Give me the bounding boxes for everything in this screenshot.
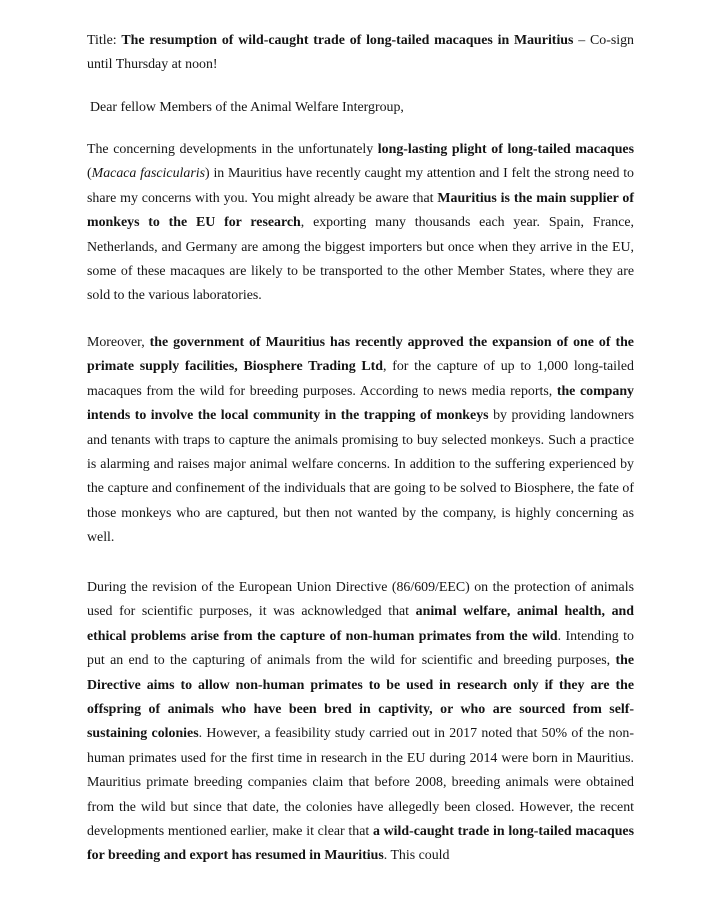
paragraph-3-bold-2: the Directive aims to allow non-human primates to be used in research only if they are the offspring of animals who have been bred in captivity, or who are sourced from self-sustaining colonies [87, 653, 634, 742]
paragraph-2-bold-2: the company intends to involve the local community in the trapping of monkeys [87, 383, 634, 424]
salutation: Dear fellow Members of the Animal Welfare Intergroup, [90, 100, 404, 115]
paragraph-2-text-1: Moreover, [87, 335, 150, 350]
paragraph-1-bold-1: long-lasting plight of long-tailed macaques [377, 142, 634, 157]
paragraph-2-text-2: , for the capture of up to 1,000 long-tailed macaques from the wild for breeding purposes. According to news media reports, [87, 359, 634, 399]
paragraph-1-text-2: ( [87, 166, 92, 182]
paragraph-3-bold-1: animal welfare, animal health, and ethical problems arise from the capture of non-human primates from the wild [87, 604, 634, 644]
paragraph-2 [87, 331, 634, 551]
paragraph-1 [87, 138, 634, 309]
paragraph-1-text-4: , exporting many thousands each year. Spain, France, Netherlands, and Germany are among the biggest importers but once when they arrive in the EU, some of these macaques are likely to be transported to the other Member States, where they are sold to the various laboratories. [87, 215, 634, 304]
paragraph-1-text-1: The concerning developments in the unfortunately [87, 142, 378, 157]
paragraph-1-text-3: ) in Mauritius have recently caught my attention and I felt the strong need to share my concerns with you. You might already be aware that [87, 166, 635, 206]
title-label: Title: [87, 33, 122, 48]
paragraph-2-bold-1: the government of Mauritius has recently approved the expansion of one of the primate supply facilities, Biosphere Trading Ltd [87, 335, 634, 375]
title-suffix: – Co-sign until Thursday at noon! [87, 33, 634, 73]
paragraph-3-text-3: . However, a feasibility study carried out in 2017 noted that 50% of the non-human primates used for the first time in research in the EU during 2014 were born in Mauritius. Mauritius primate breeding companies claim that before 2008, breeding animals were obtained from the wild but since that date, the colonies have allegedly been closed. However, the recent developments mentioned earlier, make it clear that [87, 726, 635, 840]
paragraph-3-bold-3: a wild-caught trade in long-tailed macaques for breeding and export has resumed in Mauritius [87, 824, 634, 864]
paragraph-3-text-4: . This could [383, 848, 450, 864]
paragraph-1-bold-2: Mauritius is the main supplier of monkeys to the EU for research [87, 190, 634, 231]
species-name: Macaca fascicularis [91, 166, 206, 182]
document-title: The resumption of wild-caught trade of long-tailed macaques in Mauritius [121, 33, 574, 48]
paragraph-2-text-3: by providing landowners and tenants with traps to capture the animals promising to buy selected monkeys. Such a practice is alarming and raises major animal welfare concerns. In addition to the suffering experienced by the capture and confinement of the individuals that are going to be solved to Biosphere, the fate of those monkeys who are captured, but then not wanted by the company, is highly concerning as well. [87, 408, 635, 546]
paragraph-3-text-2: . Intending to put an end to the capturing of animals from the wild for scientific and breeding purposes, [87, 628, 634, 669]
paragraph-3-text-1: During the revision of the European Union Directive (86/609/EEC) on the protection of animals used for scientific purposes, it was acknowledged that [87, 580, 634, 620]
title-line [87, 29, 634, 78]
paragraph-3 [87, 576, 634, 869]
